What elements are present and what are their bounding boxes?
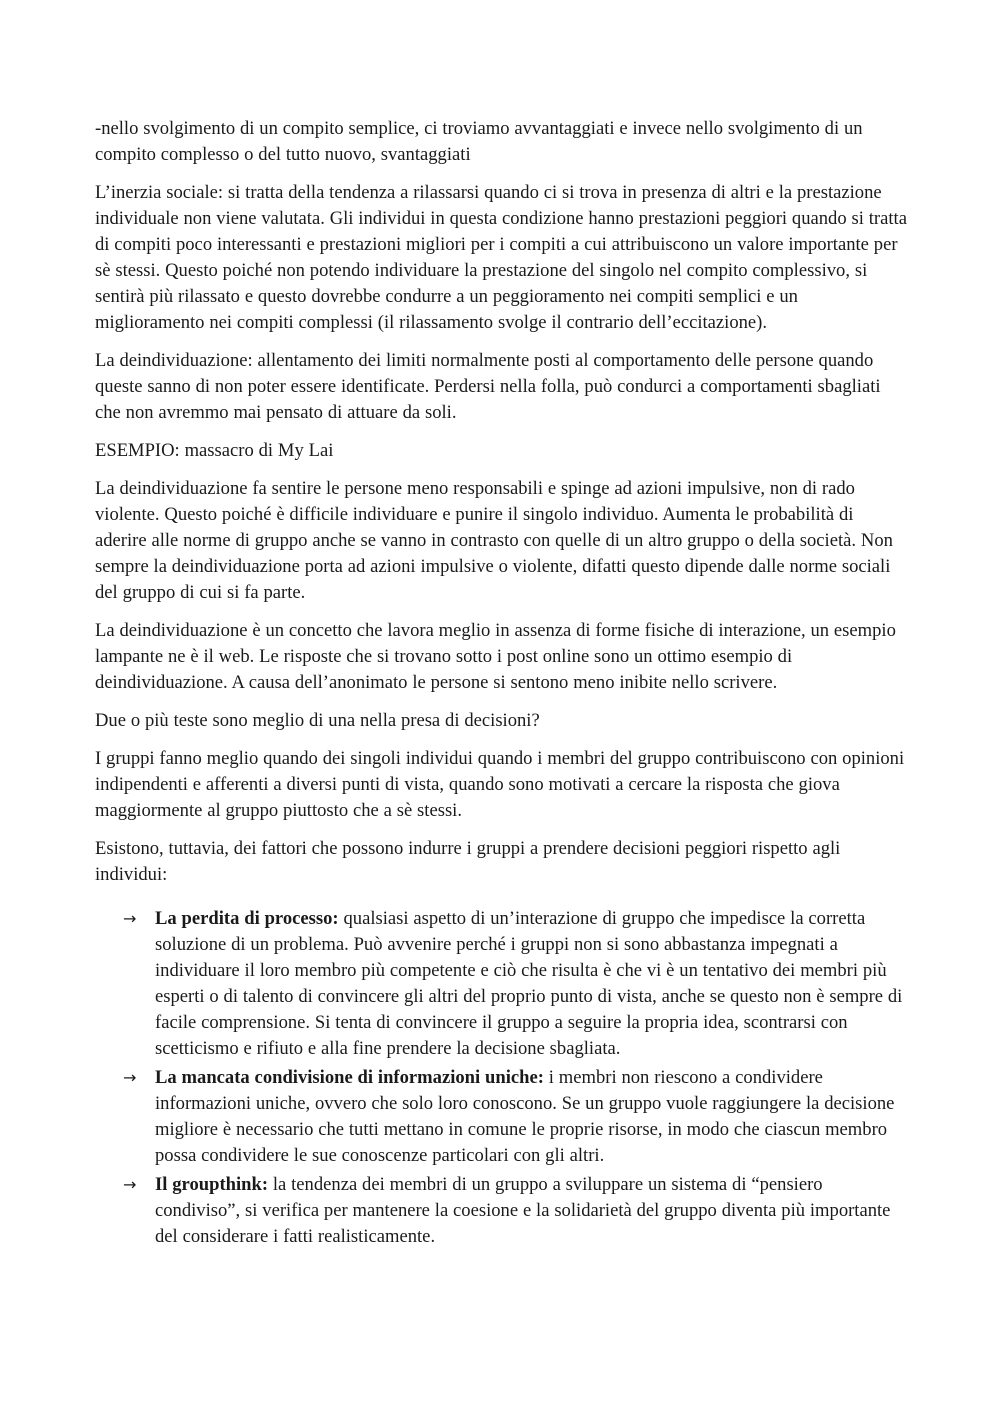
arrow-right-icon: → <box>123 909 137 928</box>
paragraph-esempio: ESEMPIO: massacro di My Lai <box>95 440 334 461</box>
document-page <box>95 116 907 1253</box>
paragraph-fattori: Esistono, tuttavia, dei fattori che possono indurre i gruppi a prendere decisioni peggiori rispetto agli individui: <box>95 838 841 885</box>
list-item <box>123 1065 907 1169</box>
list-item-term: La mancata condivisione di informazioni uniche: <box>155 1067 544 1088</box>
paragraph-deindividuazione-web: La deindividuazione è un concetto che lavora meglio in assenza di forme fisiche di interazione, un esempio lampante ne è il web. Le risposte che si trovano sotto i post online sono un ottimo esempio di deindividuazione. A causa dell’anonimato le persone si sentono meno inibite nello scrivere. <box>95 620 896 693</box>
list-item <box>123 1172 907 1250</box>
factors-list <box>95 906 907 1250</box>
paragraph-deindividuazione: La deindividuazione: allentamento dei limiti normalmente posti al comportamento delle persone quando queste sanno di non poter essere identificate. Perdersi nella folla, può condurci a comportamenti sbagliati che non avremmo mai pensato di attuare da soli. <box>95 350 881 423</box>
paragraph-gruppi-meglio: I gruppi fanno meglio quando dei singoli individui quando i membri del gruppo contribuiscono con opinioni indipendenti e afferenti a diversi punti di vista, quando sono motivati a cercare la risposta che giova maggiormente al gruppo piuttosto che a sè stessi. <box>95 748 905 821</box>
list-item-term: La perdita di processo: <box>155 908 339 929</box>
list-item-term: Il groupthink: <box>155 1174 269 1195</box>
list-item-text: la tendenza dei membri di un gruppo a sviluppare un sistema di “pensiero condiviso”, si verifica per mantenere la coesione e la solidarietà del gruppo diventa più importante del considerare i fatti realisticamente. <box>155 1174 891 1247</box>
paragraph-deindividuazione-responsabilita: La deindividuazione fa sentire le persone meno responsabili e spinge ad azioni impulsive, non di rado violente. Questo poiché è difficile individuare e punire il singolo individuo. Aumenta le probabilità di aderire alle norme di gruppo anche se vanno in contrasto con quelle di un altro gruppo o della società. Non sempre la deindividuazione porta ad azioni impulsive o violente, difatti questo dipende dalle norme sociali del gruppo di cui si fa parte. <box>95 478 893 603</box>
paragraph-domanda-decisioni: Due o più teste sono meglio di una nella presa di decisioni? <box>95 710 540 731</box>
paragraph-compito: -nello svolgimento di un compito semplice, ci troviamo avvantaggiati e invece nello svolgimento di un compito complesso o del tutto nuovo, svantaggiati <box>95 118 863 165</box>
list-item <box>123 906 907 1062</box>
arrow-right-icon: → <box>123 1068 137 1087</box>
paragraph-inerzia-sociale: L’inerzia sociale: si tratta della tendenza a rilassarsi quando ci si trova in presenza di altri e la prestazione individuale non viene valutata. Gli individui in questa condizione hanno prestazioni peggiori quando si tratta di compiti poco interessanti e prestazioni migliori per i compiti a cui attribuiscono un valore importante per sè stessi. Questo poiché non potendo individuare la prestazione del singolo nel compito complessivo, si sentirà più rilassato e questo dovrebbe condurre a un peggioramento nei compiti semplici e un miglioramento nei compiti complessi (il rilassamento svolge il contrario dell’eccitazione). <box>95 182 907 333</box>
list-item-text: qualsiasi aspetto di un’interazione di gruppo che impedisce la corretta soluzione di un problema. Può avvenire perché i gruppi non si sono abbastanza impegnati a individuare il loro membro più competente e ciò che risulta è che vi è un tentativo dei membri più esperti o di talento di convincere gli altri del proprio punto di vista, anche se questo non è sempre di facile comprensione. Si tenta di convincere il gruppo a seguire la propria idea, scontrarsi con scetticismo e rifiuto e alla fine prendere la decisione sbagliata. <box>155 908 903 1059</box>
list-item-text: i membri non riescono a condividere informazioni uniche, ovvero che solo loro conoscono. Se un gruppo vuole raggiungere la decisione migliore è necessario che tutti mettano in comune le proprie risorse, in modo che ciascun membro possa condividere le sue conoscenze particolari con gli altri. <box>155 1067 895 1166</box>
arrow-right-icon: → <box>123 1175 137 1194</box>
